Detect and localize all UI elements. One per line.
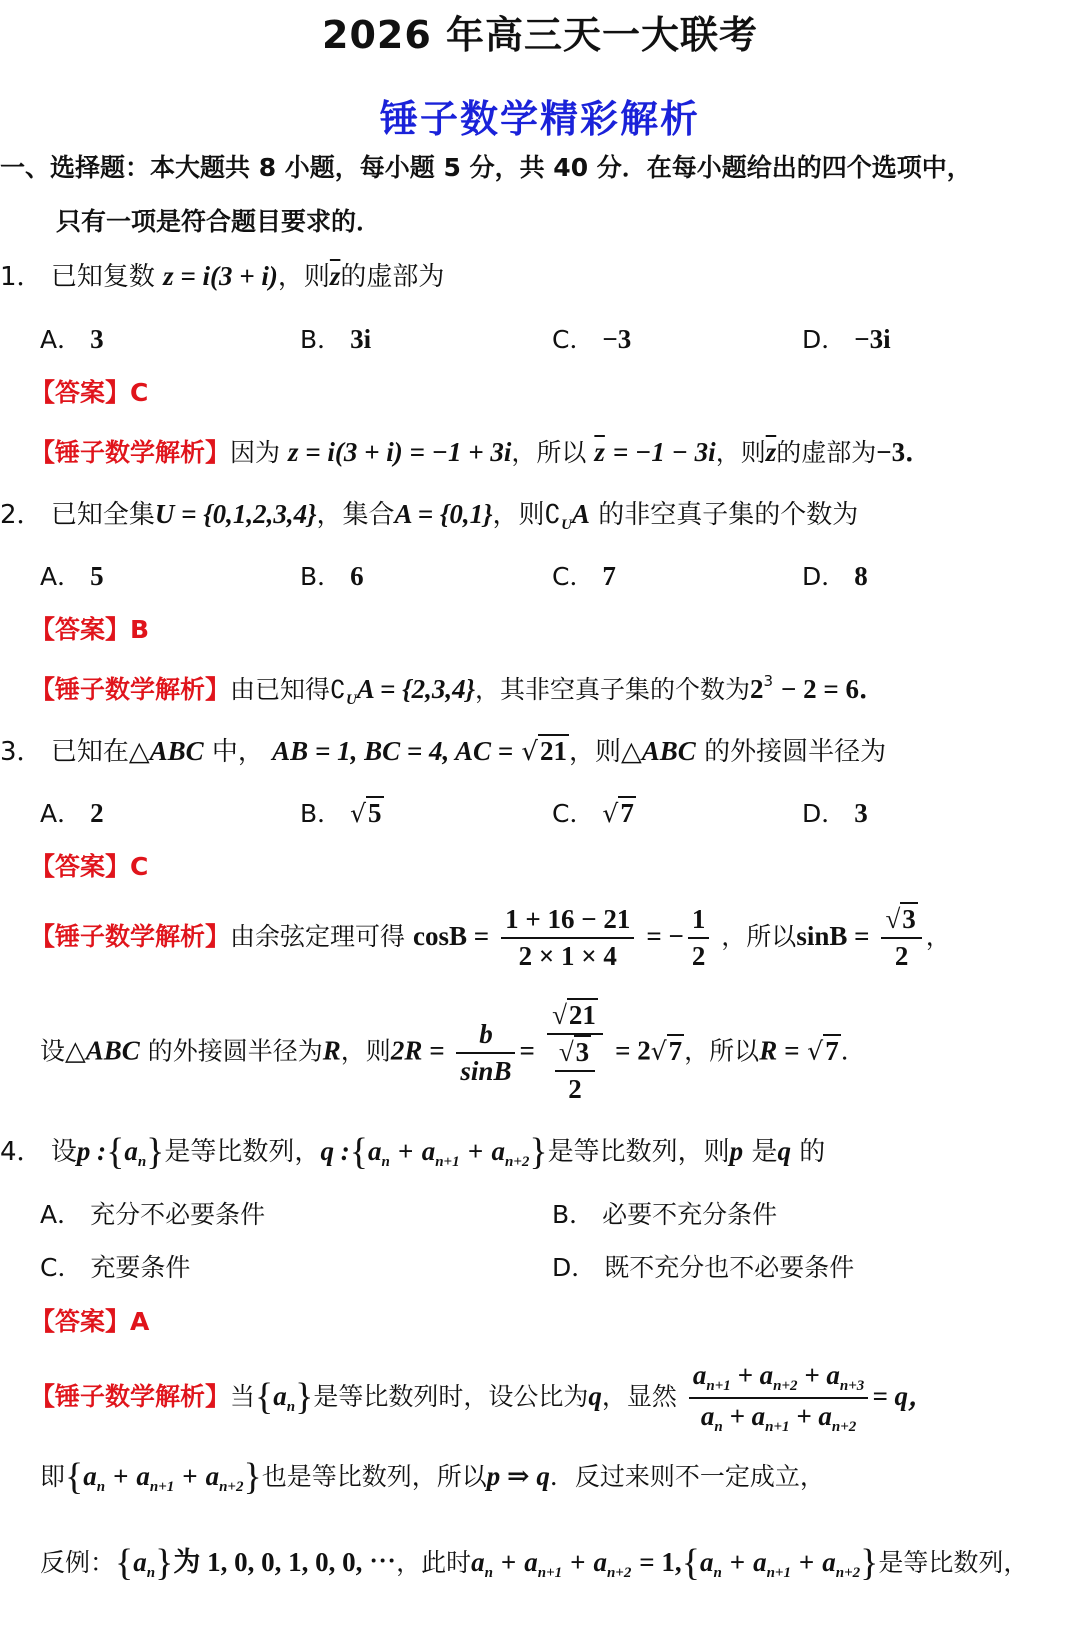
answer-2: 【答案】B [30, 615, 150, 644]
option-b: B． √5 [300, 798, 382, 828]
option-c: C． −3 [552, 324, 632, 354]
option-c: C． √7 [552, 798, 634, 828]
question-4: 4． 设p $:\{a_n\}$是等比数列，q $:\{a_n + a_{n+1} + a_{n+2}\}$是等比数列，则p 是q 的 [0, 1131, 826, 1173]
option-b: B． 必要不充分条件 [552, 1200, 778, 1229]
section-heading-line2: 只有一项是符合题目要求的． [56, 207, 382, 236]
option-d: D． −3i [802, 324, 891, 354]
option-b: B． 3i [300, 324, 372, 354]
option-d: D． 8 [802, 561, 868, 591]
option-a: A． 3 [40, 324, 104, 354]
answer-4: 【答案】A [30, 1307, 150, 1336]
math-expression: z = i(3 + i) [163, 261, 278, 291]
question-number: 4． [0, 1137, 43, 1167]
analysis-1: 【锤子数学解析】因为 z = i(3 + i) = −1 + 3i，所以 $\overline{z} = -1 - 3i$，则$\overline{z}$的虚部为−3． [30, 437, 933, 467]
section-heading-line1: 一、选择题：本大题共 8 小题，每小题 5 分，共 40 分．在每小题给出的四个选项中， [0, 153, 972, 182]
option-c: C． 7 [552, 561, 616, 591]
option-b: B． 6 [300, 561, 364, 591]
question-3: 3． 已知在△ABC 中， AB = 1, BC = 4, AC = √21，则△ABC 的外接圆半径为 [0, 736, 887, 767]
analysis-4-line3: 反例：$\{a_n\}$为 1, 0, 0, 1, 0, 0, ⋯，此时$a_n + a_{n+1} + a_{n+2} = 1,\{a_n + a_{n+1} + a_{n+2}\}$是等比数列， [40, 1542, 1029, 1584]
analysis-3-line2: 设△ABC 的外接圆半径为R，则2R = $\frac{b}{\sin B}$ = $\frac{√21}{\frac{√3}{2}}$ = 2√7，所以R = √7． [40, 1000, 866, 1104]
option-c: C． 充要条件 [40, 1253, 191, 1282]
option-d: D． 3 [802, 798, 868, 828]
answer-3: 【答案】C [30, 852, 149, 881]
question-number: 2． [0, 500, 43, 530]
analysis-3-line1: 【锤子数学解析】由余弦定理可得 cosB = $\frac{1 + 16 - 21}{2 \times 1 \times 4}$ = − $\frac{1}{2}$ ，所以sinB = $\frac{√3}{2}$ ， [30, 904, 951, 971]
question-2: 2． 已知全集U = {0,1,2,3,4}，集合A = {0,1}，则$∁_UA$ 的非空真子集的个数为 [0, 499, 859, 533]
option-d: D． 既不充分也不必要条件 [552, 1253, 855, 1282]
page-title: 2026 年高三天一大联考 [322, 13, 758, 57]
question-number: 1． [0, 262, 43, 292]
option-a: A． 2 [40, 798, 104, 828]
analysis-2: 【锤子数学解析】由已知得$∁_UA = \{2,3,4\}$，其非空真子集的个数为$2^3 - 2 = 6$． [30, 672, 887, 708]
answer-1: 【答案】C [30, 378, 149, 407]
page-subtitle: 锤子数学精彩解析 [379, 97, 700, 141]
question-1: 1． 已知复数 z = i(3 + i)，则$\overline{z}$的虚部为 [0, 261, 445, 292]
analysis-4-line2: 即$\{a_n + a_{n+1} + a_{n+2}\}$也是等比数列，所以p ⇒ q．反过来则不一定成立， [40, 1456, 825, 1498]
option-a: A． 5 [40, 561, 104, 591]
analysis-4-line1: 【锤子数学解析】当$\{a_n\}$是等比数列时，设公比为q，显然 $\frac{a_{n+1} + a_{n+2} + a_{n+3}}{a_n + a_{n+1} + a_{n+2}}$ = q， [30, 1360, 935, 1435]
option-a: A． 充分不必要条件 [40, 1200, 266, 1229]
question-number: 3． [0, 737, 43, 767]
